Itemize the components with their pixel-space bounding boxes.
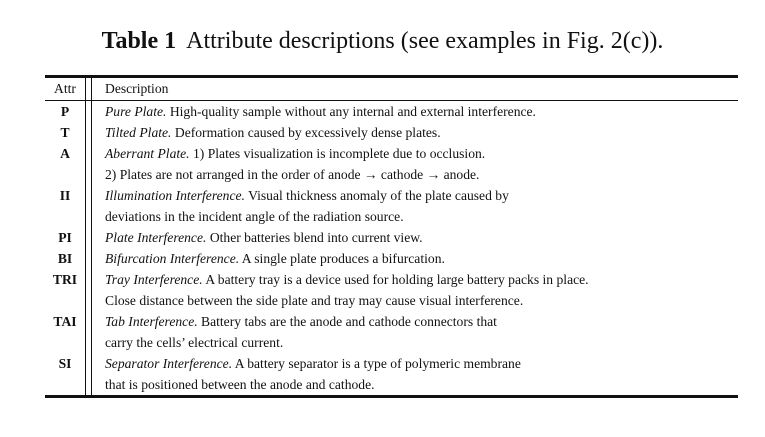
attr-cell: T — [60, 125, 70, 140]
table-row — [45, 101, 738, 123]
description-text: Deformation caused by excessively dense plates. — [174, 125, 441, 140]
attribute-title: Plate Interference. — [105, 230, 207, 245]
attr-cell: BI — [57, 251, 73, 266]
attribute-title: Bifurcation Interference. — [105, 251, 240, 266]
description-text: Other batteries blend into current view. — [209, 230, 423, 245]
attribute-title: Tilted Plate. — [105, 125, 172, 140]
table-row — [45, 143, 738, 164]
table-row — [45, 248, 738, 269]
table-row — [45, 206, 738, 227]
description-cell — [92, 353, 739, 374]
table-row — [45, 332, 738, 353]
description-cell — [92, 248, 739, 269]
description-cell — [92, 143, 739, 164]
table-row — [45, 374, 738, 395]
description-text: A battery separator is a type of polymeric membrane — [234, 356, 521, 371]
attr-cell — [45, 374, 86, 395]
table-caption — [0, 28, 765, 55]
description-text: High-quality sample without any internal and external interference. — [169, 104, 536, 119]
attribute-title: Tab Interference. — [105, 314, 198, 329]
table-bottom-rule — [45, 395, 738, 398]
attribute-title: Tray Interference. — [105, 272, 203, 287]
attr-cell: TAI — [53, 314, 77, 329]
table-header-row — [45, 78, 738, 101]
description-text: Visual thickness anomaly of the plate caused by — [248, 188, 509, 203]
attribute-title: Illumination Interference. — [105, 188, 245, 203]
description-text: deviations in the incident angle of the radiation source. — [105, 209, 404, 224]
attr-cell: TRI — [52, 272, 78, 287]
table-row — [45, 227, 738, 248]
table-row — [45, 164, 738, 185]
description-cell — [92, 332, 739, 353]
attr-cell: PI — [58, 230, 72, 245]
table-row — [45, 353, 738, 374]
description-text: Close distance between the side plate and tray may cause visual interference. — [105, 293, 524, 308]
description-cell — [92, 290, 739, 311]
attr-cell: A — [60, 146, 70, 161]
description-cell — [92, 227, 739, 248]
description-text: A single plate produces a bifurcation. — [241, 251, 445, 266]
attribute-title: Aberrant Plate. — [105, 146, 190, 161]
description-text: that is positioned between the anode and cathode. — [105, 377, 375, 392]
description-text: A battery tray is a device used for holding large battery packs in place. — [205, 272, 589, 287]
description-cell — [92, 206, 739, 227]
table-caption-label: Table 1 — [101, 28, 177, 54]
description-cell — [92, 311, 739, 332]
attr-cell: P — [60, 104, 70, 119]
attr-cell — [45, 332, 86, 353]
description-cell — [92, 185, 739, 206]
table-row — [45, 185, 738, 206]
header-attr: Attr — [45, 78, 86, 101]
description-cell — [92, 374, 739, 395]
description-cell — [92, 164, 739, 185]
description-cell — [92, 122, 739, 143]
attr-cell — [45, 164, 86, 185]
table-row — [45, 290, 738, 311]
attr-cell — [45, 206, 86, 227]
description-text: 2) Plates are not arranged in the order of anode → cathode → anode. — [105, 167, 480, 182]
attr-cell: SI — [58, 356, 72, 371]
attr-cell — [45, 290, 86, 311]
attribute-title: Separator Interference. — [105, 356, 233, 371]
description-text: Battery tabs are the anode and cathode connectors that — [201, 314, 497, 329]
attribute-table — [45, 75, 738, 398]
table-caption-text: Attribute descriptions (see examples in Fig. 2(c)). — [186, 28, 664, 54]
table-row — [45, 122, 738, 143]
table-row — [45, 311, 738, 332]
description-cell — [92, 269, 739, 290]
attribute-title: Pure Plate. — [105, 104, 167, 119]
attr-cell: II — [59, 188, 71, 203]
attribute-table-body — [45, 78, 738, 395]
description-cell — [92, 101, 739, 123]
description-text: carry the cells’ electrical current. — [105, 335, 284, 350]
description-text: 1) Plates visualization is incomplete due to occlusion. — [192, 146, 486, 161]
table-rows — [45, 101, 738, 396]
table-row — [45, 269, 738, 290]
header-description: Description — [92, 78, 739, 101]
